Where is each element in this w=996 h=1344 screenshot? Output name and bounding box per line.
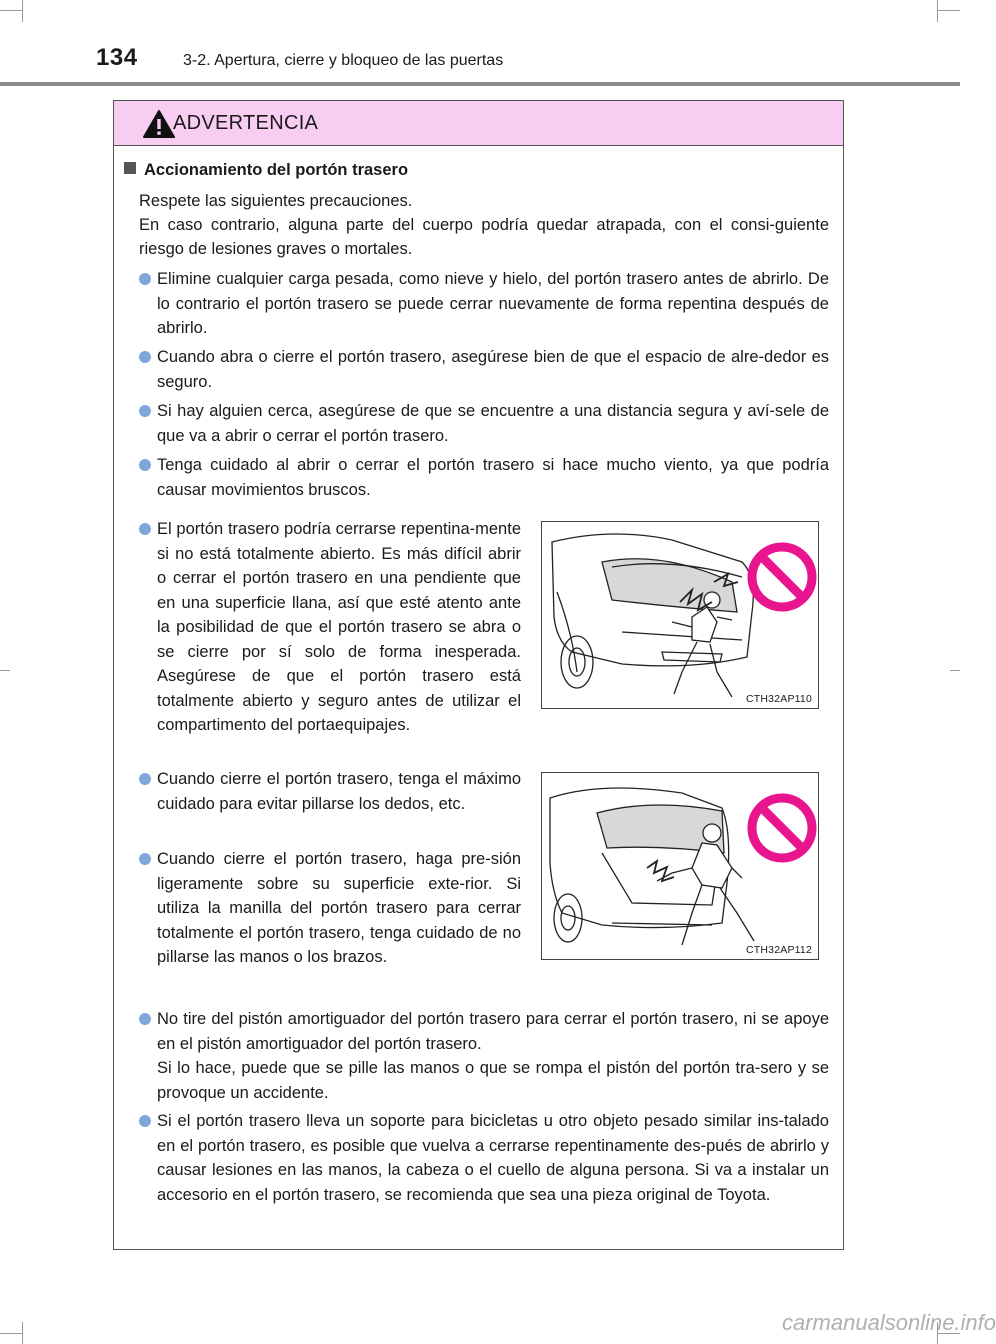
- crop-mark: [938, 10, 960, 11]
- bullet-dot-icon: [139, 773, 151, 785]
- bullet-item: [157, 453, 829, 502]
- bullet-item: [157, 847, 521, 970]
- figure-code: CTH32AP112: [745, 944, 812, 956]
- figure-tailgate-hands: [541, 772, 819, 960]
- crop-mark: [0, 670, 10, 671]
- bullet-item: [157, 1109, 829, 1207]
- page-number: 134: [96, 44, 138, 71]
- running-header-title: 3-2. Apertura, cierre y bloqueo de las puertas: [183, 52, 504, 69]
- bullet-text: Cuando abra o cierre el portón trasero, asegúrese bien de que el espacio de alre-dedor es seguro.: [157, 348, 829, 391]
- warning-header: [114, 101, 843, 146]
- bullet-dot-icon: [139, 1013, 151, 1025]
- crop-mark: [0, 10, 22, 11]
- crop-mark: [22, 0, 23, 22]
- watermark: carmanualsonline.info: [782, 1310, 996, 1335]
- bullet-item: [157, 517, 521, 738]
- warning-label: ADVERTENCIA: [173, 112, 319, 134]
- bullet-text: Si hay alguien cerca, asegúrese de que se encuentre a una distancia segura y aví-sele de que va a abrir o cerrar el portón trasero.: [157, 402, 829, 445]
- bullet-text-extra: Si lo hace, puede que se pille las manos o que se rompa el pistón del portón tra-sero y se provoque un accidente.: [157, 1059, 829, 1102]
- bullet-item: [157, 345, 829, 394]
- crop-mark: [950, 670, 960, 671]
- bullet-item: [157, 1007, 829, 1105]
- intro-line-2: En caso contrario, alguna parte del cuerpo podría quedar atrapada, con el consi-guiente riesgo de lesiones graves o mortales.: [139, 216, 829, 258]
- prohibited-icon: [752, 798, 812, 858]
- figure-code: CTH32AP110: [745, 693, 812, 705]
- section-title-text: Accionamiento del portón trasero: [144, 161, 409, 179]
- bullet-dot-icon: [139, 351, 151, 363]
- bullet-dot-icon: [139, 523, 151, 535]
- bullet-text: Cuando cierre el portón trasero, haga pre-sión ligeramente sobre su superficie exte-rior. Si utiliza la manilla del portón trasero para cerrar totalmente el portón trasero, tenga cuidado de no pillarse las manos o los brazos.: [157, 850, 521, 966]
- intro-line-1: Respete las siguientes precauciones.: [139, 192, 413, 210]
- bullet-text: Tenga cuidado al abrir o cerrar el portón trasero si hace mucho viento, ya que podría causar movimientos bruscos.: [157, 456, 829, 499]
- bullet-dot-icon: [139, 405, 151, 417]
- bullet-text: Cuando cierre el portón trasero, tenga el máximo cuidado para evitar pillarse los dedos, etc.: [157, 770, 521, 813]
- bullet-text: Elimine cualquier carga pesada, como nieve y hielo, del portón trasero antes de abrirlo. De lo contrario el portón trasero se puede cerrar nuevamente de forma repentina después de abrirlo.: [157, 270, 829, 337]
- bullet-dot-icon: [139, 1115, 151, 1127]
- crop-mark: [22, 1322, 23, 1344]
- header-rule: [0, 82, 960, 86]
- bullet-item: [157, 767, 521, 816]
- bullet-text: No tire del pistón amortiguador del portón trasero para cerrar el portón trasero, ni se apoye en el pistón amortiguador del portón trasero.: [157, 1010, 829, 1053]
- bullet-item: [157, 399, 829, 448]
- square-bullet-icon: [124, 162, 136, 174]
- bullet-dot-icon: [139, 459, 151, 471]
- intro-text: [139, 189, 829, 261]
- bullet-item: [157, 267, 829, 341]
- prohibited-icon: [752, 547, 812, 607]
- car-tailgate-hands-illustration: [542, 773, 818, 959]
- bullet-dot-icon: [139, 853, 151, 865]
- bullet-text: Si el portón trasero lleva un soporte para bicicletas u otro objeto pesado similar ins-talado en el portón trasero, es posible que vuelva a cerrarse repentinamente des-pués de abrirlo y causar lesiones en las manos, la cabeza o el cuello de alguna persona. Si va a instalar un accesorio en el portón trasero, se recomienda que sea una pieza original de Toyota.: [157, 1112, 829, 1204]
- section-title: [124, 161, 408, 180]
- crop-mark: [0, 1333, 22, 1334]
- bullet-text: El portón trasero podría cerrarse repentina-mente si no está totalmente abierto. Es más difícil abrir o cerrar el portón trasero en una pendiente que en una superficie llana, así que esté atento ante la posibilidad de que el portón trasero se abra o se cierre por sí solo de forma inesperada. Asegúrese de que el portón trasero está totalmente abierto y seguro antes de utilizar el compartimento del portaequipajes.: [157, 520, 521, 734]
- car-tailgate-illustration: [542, 522, 818, 708]
- bullet-dot-icon: [139, 273, 151, 285]
- figure-tailgate-closing: [541, 521, 819, 709]
- warning-box: [113, 100, 844, 1250]
- crop-mark: [937, 0, 938, 22]
- warning-triangle-icon: [142, 109, 176, 139]
